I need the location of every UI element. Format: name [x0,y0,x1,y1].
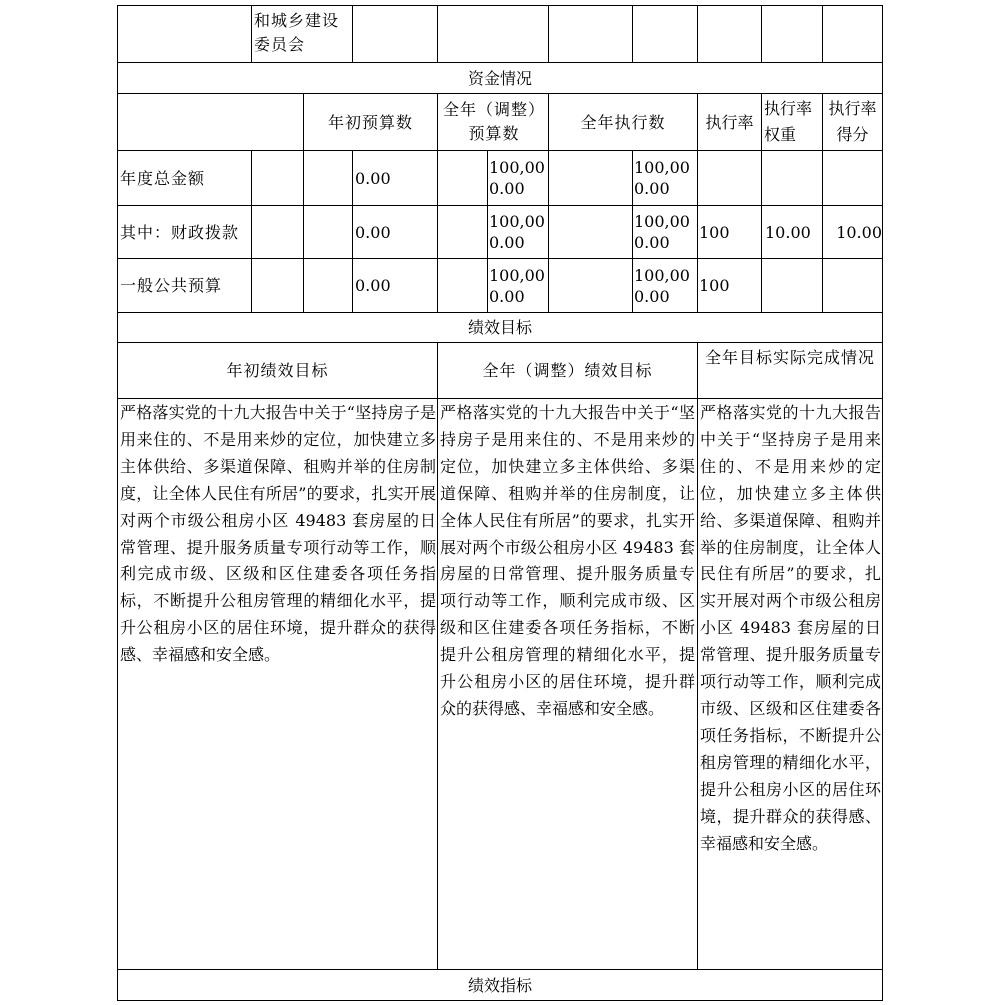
rule [117,5,118,1001]
row-fiscal-executed: 100,000.00 [634,212,690,252]
rule [117,398,883,399]
rule [251,150,252,312]
rule [882,5,883,1001]
header-adjusted-goal: 全年（调整）绩效目标 [482,361,653,380]
header-execution-rate: 执行率 [705,112,754,132]
rule [697,342,698,969]
row-general-executed: 100,000.00 [634,266,690,306]
row-label-fiscal: 其中：财政拨款 [120,222,240,242]
header-actual: 全年目标实际完成情况 [704,348,875,367]
row-general-initial: 0.00 [355,276,391,295]
row-total-executed: 100,000.00 [634,158,690,198]
rule [822,5,823,62]
header-adjusted-budget: 全年（调整）预算数 [442,100,545,143]
adjusted-goal-text: 严格落实党的十九大报告中关于“坚持房子是用来住的、不是用来炒的定位，加快建立多主体供给、多渠道保障、租购并举的住房制度，让全体人民住有所居”的要求，扎实开展对两个市级公租房小区 49483 套房屋的日常管理、提升服务质量专项行动等工作，顺利完成市级、区级和区住建委各项任务指标，不断提升公租房管理的精细化水平，提升公租房小区的居住环境，提升群众的获得感、幸福感和安全感。 [440,403,695,718]
rule [251,5,252,62]
row-general-rate: 100 [699,276,730,295]
rule [761,5,762,62]
section-title-funds: 资金情况 [467,68,532,88]
row-fiscal-initial: 0.00 [355,222,391,242]
section-title-indicators: 绩效指标 [467,975,532,995]
initial-goal-text: 严格落实党的十九大报告中关于“坚持房子是用来住的、不是用来炒的定位，加快建立多主体供给、多渠道保障、租购并举的住房制度，让全体人民住有所居”的要求，扎实开展对两个市级公租房小区 49483 套房屋的日常管理、提升服务质量专项行动等工作，顺利完成市级、区级和区住建委各项任务指标，不断提升公租房管理的精细化水平，提升公租房小区的居住环境，提升群众的获得感、幸福感和安全感。 [120,403,436,665]
row-fiscal-score: 10.00 [836,222,882,242]
row-fiscal-weight: 10.00 [765,222,811,242]
rule [761,93,762,150]
rule [548,5,549,62]
section-title-goals: 绩效目标 [467,318,532,337]
header-initial-budget: 年初预算数 [327,112,413,132]
row-fiscal-rate: 100 [699,222,730,242]
rule [632,150,633,312]
header-initial-goal: 年初绩效目标 [226,361,329,380]
rule [117,1000,883,1001]
rule [487,150,488,312]
header-execution-weight: 执行率权重 [764,99,813,144]
rule [437,93,438,150]
rule [697,150,698,312]
actual-goal-text: 严格落实党的十九大报告中关于“坚持房子是用来住的、不是用来炒的定位，加快建立多主体供给、多渠道保障、租购并举的住房制度，让全体人民住有所居”的要求，扎实开展对两个市级公租房小区 49483 套房屋的日常管理、提升服务质量专项行动等工作，顺利完成市级、区级和区住建委各项任务指标，不断提升公租房管理的精细化水平，提升公租房小区的居住环境，提升群众的获得感、幸福感和安全感。 [700,403,881,853]
header-annual-execution: 全年执行数 [580,112,666,132]
rule [697,5,698,62]
org-name-cell: 和城乡建设委员会 [254,11,340,54]
row-total-adjusted: 100,000.00 [489,158,545,198]
row-label-total: 年度总金额 [120,168,206,188]
rule [437,150,438,312]
rule [117,5,883,6]
row-total-initial: 0.00 [355,168,391,188]
rule [761,150,762,312]
row-fiscal-adjusted: 100,000.00 [489,212,545,252]
row-general-adjusted: 100,000.00 [489,266,545,306]
header-execution-score: 执行率得分 [828,99,877,144]
rule [352,150,353,312]
row-total-rate [699,151,761,205]
row-label-general-budget: 一般公共预算 [120,276,223,295]
rule [352,5,353,62]
rule [548,150,549,312]
rule [303,150,304,312]
rule [437,342,438,969]
rule [437,5,438,62]
rule [632,5,633,62]
